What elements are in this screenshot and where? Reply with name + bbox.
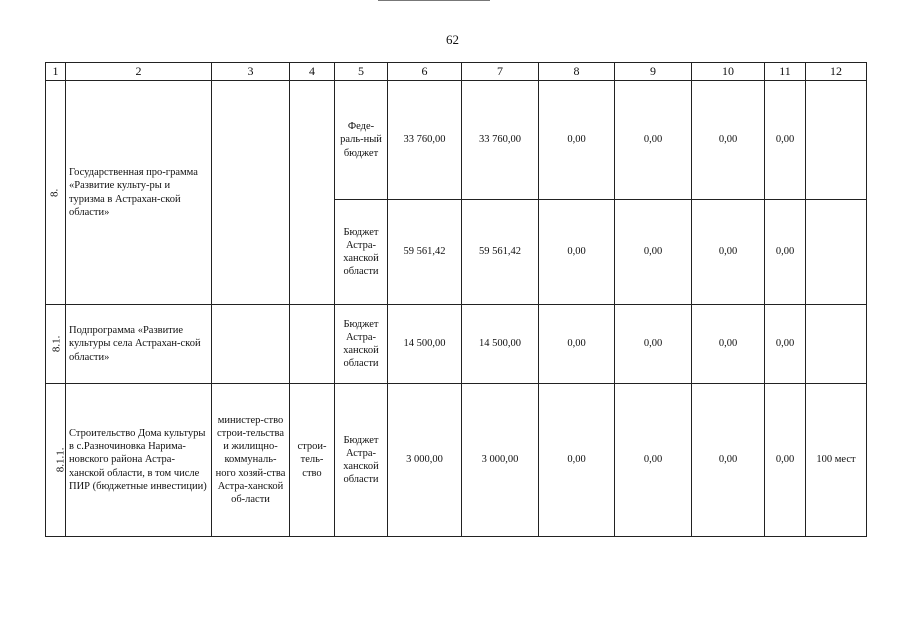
value-cell: 0,00	[765, 200, 806, 305]
value-cell: 59 561,42	[388, 200, 462, 305]
source-cell: Бюджет Астра-ханской области	[335, 384, 388, 537]
value-cell: 0,00	[615, 81, 692, 200]
value-cell: 0,00	[765, 305, 806, 384]
header-cell: 1	[46, 63, 66, 81]
value-cell: 14 500,00	[462, 305, 539, 384]
table-row	[46, 384, 867, 537]
header-cell: 5	[335, 63, 388, 81]
executor-cell	[212, 305, 290, 384]
value-cell: 3 000,00	[388, 384, 462, 537]
row-number: 8.1.	[50, 335, 63, 353]
value-cell: 0,00	[692, 305, 765, 384]
page-number: 62	[446, 32, 459, 47]
program-name: Государственная про-грамма «Развитие культу-ры и туризма в Астрахан-ской области»	[69, 167, 198, 218]
program-name-cell	[66, 384, 212, 537]
kind-cell	[290, 81, 335, 305]
value-cell: 14 500,00	[388, 305, 462, 384]
table-row	[46, 81, 867, 200]
value-cell: 0,00	[539, 384, 615, 537]
source-cell: Феде-раль-ный бюджет	[335, 81, 388, 200]
program-name: Строительство Дома культуры в с.Разночиновка Нарима-новского района Астра-ханской области, в том числе ПИР (бюджетные инвестиции)	[69, 428, 207, 492]
value-cell: 0,00	[692, 200, 765, 305]
header-cell: 6	[388, 63, 462, 81]
value-cell: 0,00	[539, 81, 615, 200]
value-cell	[806, 305, 867, 384]
value-cell: 0,00	[539, 200, 615, 305]
header-cell: 7	[462, 63, 539, 81]
value-cell: 33 760,00	[388, 81, 462, 200]
value-cell: 0,00	[692, 384, 765, 537]
value-cell	[806, 81, 867, 200]
value-cell: 33 760,00	[462, 81, 539, 200]
value-cell: 0,00	[765, 384, 806, 537]
source-cell: Бюджет Астра-ханской области	[335, 305, 388, 384]
source-cell: Бюджет Астра-ханской области	[335, 200, 388, 305]
row-number: 8.1.1.	[54, 447, 67, 473]
value-cell: 0,00	[615, 200, 692, 305]
header-cell: 8	[539, 63, 615, 81]
top-rule	[378, 0, 490, 1]
value-cell: 0,00	[539, 305, 615, 384]
header-cell: 4	[290, 63, 335, 81]
value-cell	[806, 200, 867, 305]
value-cell: 0,00	[692, 81, 765, 200]
kind-cell	[290, 305, 335, 384]
value-cell: 3 000,00	[462, 384, 539, 537]
kind-cell: строи-тель-ство	[290, 384, 335, 537]
program-name-cell	[66, 81, 212, 305]
row-number-cell	[46, 81, 66, 305]
value-cell: 0,00	[615, 384, 692, 537]
header-cell: 11	[765, 63, 806, 81]
budget-table	[45, 62, 867, 537]
executor-cell: министер-ство строи-тельства и жилищно-коммуналь-ного хозяй-ства Астра-ханской об-ласти	[212, 384, 290, 537]
value-cell: 0,00	[615, 305, 692, 384]
header-cell: 12	[806, 63, 867, 81]
header-row	[46, 63, 867, 81]
table-row	[46, 305, 867, 384]
program-name: Подпрограмма «Развитие культуры села Астрахан-ской области»	[69, 325, 201, 363]
row-number: 8.	[48, 188, 61, 197]
value-cell: 59 561,42	[462, 200, 539, 305]
header-cell: 9	[615, 63, 692, 81]
header-cell: 3	[212, 63, 290, 81]
value-cell: 0,00	[765, 81, 806, 200]
row-number-cell	[46, 305, 66, 384]
executor-cell	[212, 81, 290, 305]
header-cell: 2	[66, 63, 212, 81]
header-cell: 10	[692, 63, 765, 81]
program-name-cell	[66, 305, 212, 384]
value-cell: 100 мест	[806, 384, 867, 537]
row-number-cell	[46, 384, 66, 537]
